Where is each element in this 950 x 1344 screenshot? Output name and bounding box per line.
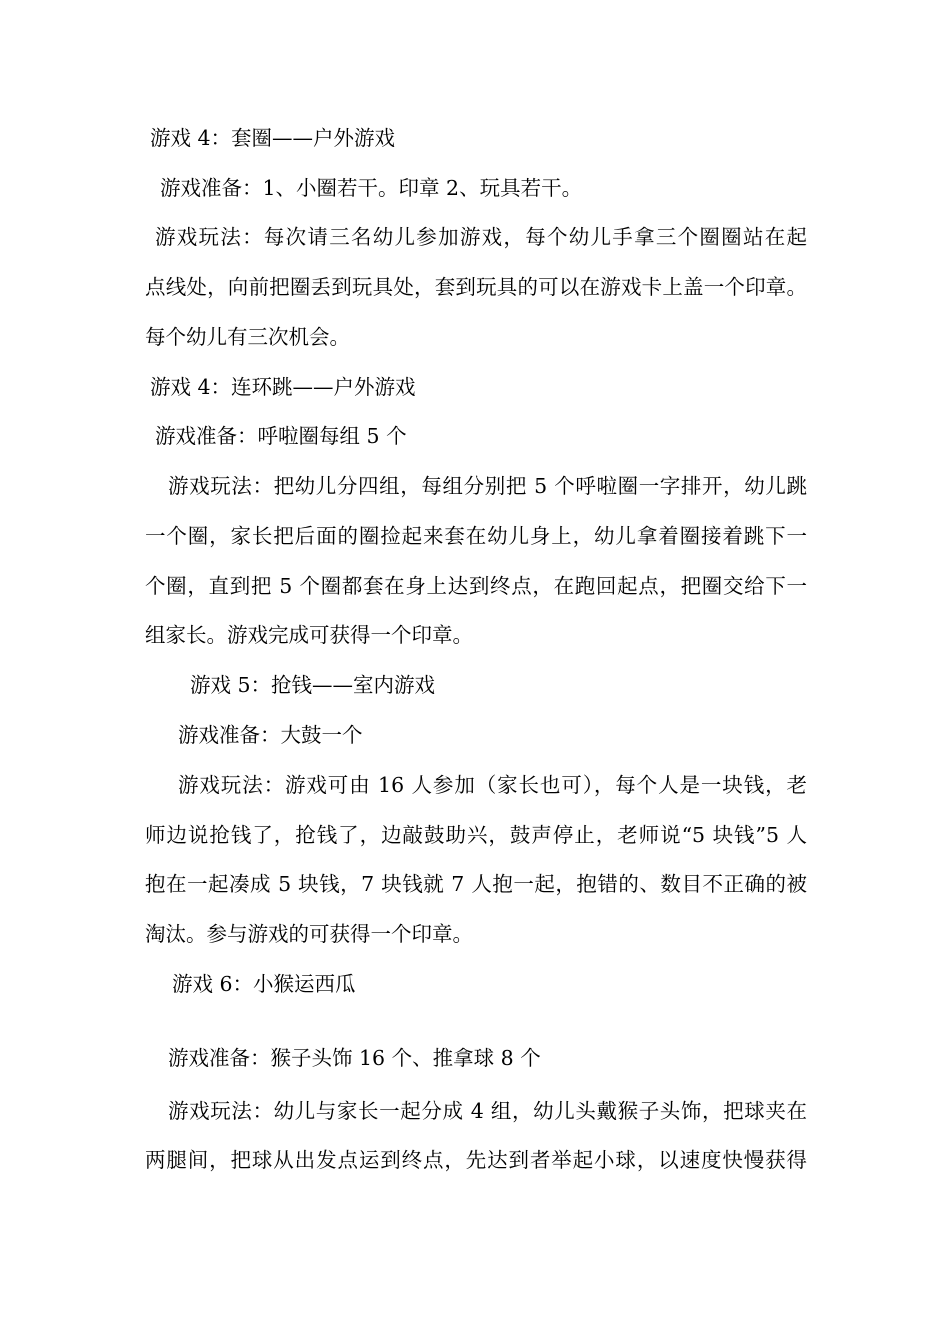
game-4-rules-line-3: 每个幼儿有三次机会。 — [145, 325, 350, 349]
game-4-preparation: 游戏准备：1、小圈若干。印章 2、玩具若干。 — [160, 176, 583, 200]
game-4b-rules-line-2: 一个圈，家长把后面的圈捡起来套在幼儿身上，幼儿拿着圈接着跳下一 — [145, 524, 807, 548]
game-6-rules-line-2: 两腿间，把球从出发点运到终点，先达到者举起小球，以速度快慢获得 — [145, 1148, 807, 1172]
game-4b-rules-line-3: 个圈，直到把 5 个圈都套在身上达到终点，在跑回起点，把圈交给下一 — [145, 574, 807, 598]
game-5-rules-line-2: 师边说抢钱了，抢钱了，边敲鼓助兴，鼓声停止，老师说“5 块钱”5 人 — [145, 823, 807, 847]
game-4-rules-line-2: 点线处，向前把圈丢到玩具处，套到玩具的可以在游戏卡上盖一个印章。 — [145, 275, 807, 299]
game-6-title: 游戏 6：小猴运西瓜 — [172, 972, 356, 996]
game-5-title: 游戏 5：抢钱——室内游戏 — [190, 673, 436, 697]
game-6-preparation: 游戏准备：猴子头饰 16 个、推拿球 8 个 — [168, 1046, 541, 1070]
game-5-preparation: 游戏准备：大鼓一个 — [178, 723, 363, 747]
game-4b-preparation: 游戏准备：呼啦圈每组 5 个 — [155, 424, 407, 448]
game-6-rules-line-1: 游戏玩法：幼儿与家长一起分成 4 组，幼儿头戴猴子头饰，把球夹在 — [168, 1099, 807, 1123]
game-4b-title: 游戏 4：连环跳——户外游戏 — [150, 375, 416, 399]
game-4-rules-line-1: 游戏玩法：每次请三名幼儿参加游戏，每个幼儿手拿三个圈圈站在起 — [155, 225, 807, 249]
game-4b-rules-line-4: 组家长。游戏完成可获得一个印章。 — [145, 623, 473, 647]
game-5-rules-line-4: 淘汰。参与游戏的可获得一个印章。 — [145, 922, 473, 946]
game-4-title: 游戏 4：套圈——户外游戏 — [150, 126, 396, 150]
game-5-rules-line-1: 游戏玩法：游戏可由 16 人参加（家长也可），每个人是一块钱，老 — [178, 773, 807, 797]
game-5-rules-line-3: 抱在一起凑成 5 块钱，7 块钱就 7 人抱一起，抱错的、数目不正确的被 — [145, 872, 807, 896]
game-4b-rules-line-1: 游戏玩法：把幼儿分四组，每组分别把 5 个呼啦圈一字排开，幼儿跳 — [168, 474, 807, 498]
